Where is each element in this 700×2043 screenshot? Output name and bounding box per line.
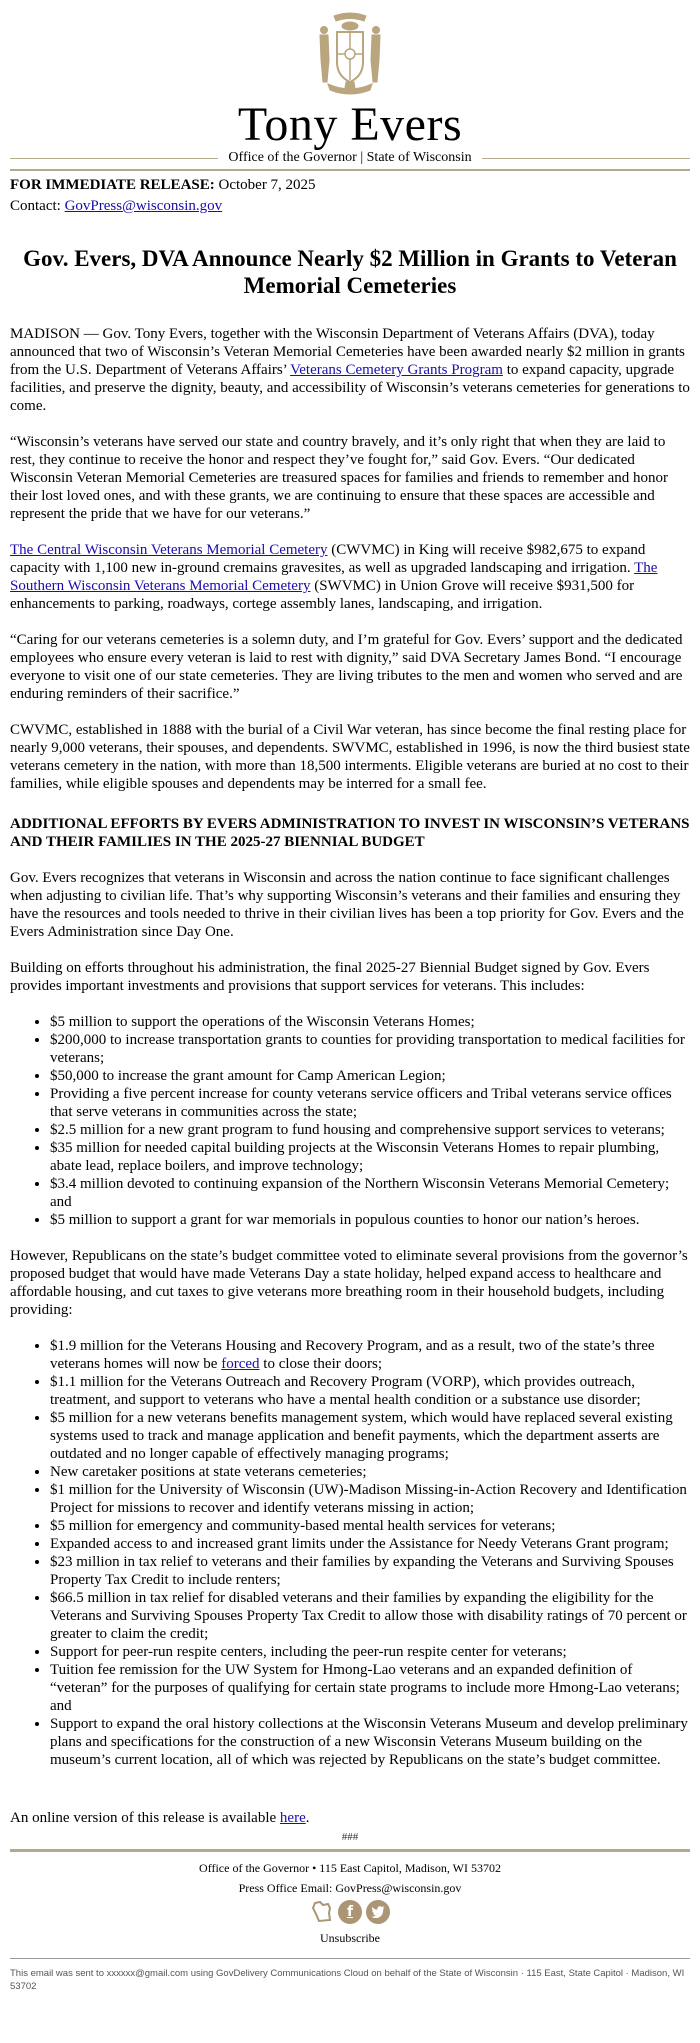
list-item: • $2.5 million for a new grant program to fund housing and comprehensive support services to veterans; — [50, 1121, 690, 1139]
list-item: • Expanded access to and increased grant limits under the Assistance for Needy Veterans Grant program; — [50, 1535, 690, 1553]
list-item: • $200,000 to increase transportation grants to counties for providing transportation to medical facilities for veterans; — [50, 1031, 690, 1067]
release-date: October 7, 2025 — [218, 177, 316, 193]
footer-divider — [10, 1849, 690, 1852]
paragraph-cemetery-history: CWVMC, established in 1888 with the burial of a Civil War veteran, has since become the final resting place for nearly 9,000 veterans, their spouses, and dependents. SWVMC, established in 1996, is now the third busiest state veterans cemetery in the nation, with more than 18,500 interments. Eligible veterans are buried at no cost to their families, while eligible spouses and dependents may be interred for a small fee. — [10, 722, 690, 792]
paragraph-intro — [10, 325, 690, 415]
subtitle-left-rule — [10, 158, 218, 159]
section-heading: ADDITIONAL EFFORTS BY EVERS ADMINISTRATION TO INVEST IN WISCONSIN’S VETERANS AND THEIR FAMILIES IN THE 2025-27 BIENNIAL BUDGET — [10, 816, 690, 850]
paragraph-priority: Gov. Evers recognizes that veterans in Wisconsin and across the nation continue to face significant challenges when adjusting to civilian life. That’s why supporting Wisconsin’s veterans and their families and ensuring they have the resources and tools needed to thrive in their civilian lives has been a top priority for Gov. Evers and the Evers Administration since Day One. — [10, 870, 684, 940]
footer-press-email: Press Office Email: GovPress@wisconsin.gov — [238, 1881, 462, 1895]
paragraph-cemetery-grants — [10, 541, 690, 613]
list-item: • $3.4 million devoted to continuing expansion of the Northern Wisconsin Veterans Memorial Cemetery; and — [50, 1175, 690, 1211]
office-subtitle: Office of the Governor | State of Wisconsin — [228, 150, 472, 165]
online-version-link[interactable]: here — [279, 1810, 306, 1826]
list-item: • $23 million in tax relief to veterans and their families by expanding the Veterans and Surviving Spouses Property Tax Credit to include renters; — [50, 1553, 690, 1589]
list-item: • $1.1 million for the Veterans Outreach and Recovery Program (VORP), which provides outreach, treatment, and support to veterans who have a mental health condition or a substance use disorder; — [50, 1373, 690, 1409]
footer-address: Office of the Governor • 115 East Capitol, Madison, WI 53702 — [199, 1861, 501, 1875]
forced-link[interactable]: forced — [221, 1356, 260, 1372]
list-item: • $1 million for the University of Wisconsin (UW)-Madison Missing-in-Action Recovery and Identification Project for missions to recover and identify veterans missing in action; — [50, 1481, 690, 1517]
grants-program-link[interactable]: Veterans Cemetery Grants Program — [290, 362, 503, 378]
online-version-line — [10, 1809, 690, 1827]
list-item: • Providing a five percent increase for county veterans service officers and Tribal veterans service offices that serve veterans in communities across the state; — [50, 1085, 690, 1121]
release-date-line — [10, 175, 690, 196]
cwvmc-link[interactable]: The Central Wisconsin Veterans Memorial Cemetery — [10, 542, 328, 558]
subtitle-row — [10, 150, 690, 166]
facebook-icon[interactable] — [338, 1900, 362, 1924]
legal-notice: This email was sent to xxxxxx@gmail.com using GovDelivery Communications Cloud on behalf of the State of Wisconsin · 115 East, State Capitol · Madison, WI 53702 — [10, 1968, 685, 1992]
list-item: • Tuition fee remission for the UW System for Hmong-Lao veterans and an expanded definition of “veteran” for the purposes of qualifying for certain state programs to include more Hmong-Lao veterans; and — [50, 1661, 690, 1715]
list-item — [50, 1337, 690, 1373]
text: . — [305, 1810, 310, 1826]
paragraph-republicans: However, Republicans on the state’s budget committee voted to eliminate several provisions from the governor’s proposed budget that would have made Veterans Day a state holiday, helped expand access to healthcare and affordable housing, and cut taxes to give veterans more breathing room in their household budgets, including providing: — [10, 1248, 688, 1318]
contact-email-link[interactable]: GovPress@wisconsin.gov — [64, 198, 223, 214]
budget-included-list — [10, 1013, 690, 1229]
list-item: • New caretaker positions at state veterans cemeteries; — [50, 1463, 690, 1481]
contact-label: Contact: — [10, 198, 61, 214]
masthead — [10, 0, 690, 166]
list-item: • Support to expand the oral history collections at the Wisconsin Veterans Museum and develop preliminary plans and specifications for the construction of a new Wisconsin Veterans Museum building on the museum’s current location, all of which was rejected by Republicans on the state’s budget committee. — [50, 1715, 690, 1769]
list-item: • $35 million for needed capital building projects at the Wisconsin Veterans Homes to repair plumbing, abate lead, replace boilers, and improve technology; — [50, 1139, 690, 1175]
header-divider — [10, 169, 690, 171]
text: $1.9 million for the Veterans Housing and Recovery Program, and as a result, two of the state’s three veterans homes will now be — [50, 1338, 655, 1372]
paragraph-secretary-quote: “Caring for our veterans cemeteries is a solemn duty, and I’m grateful for Gov. Evers’ support and the dedicated employees who ensure every veteran is laid to rest with dignity,” said DVA Secretary James Bond. “I encourage everyone to visit one of our state cemeteries. They are living tributes to the men and women who served and are enduring reminders of their sacrifice.” — [10, 632, 683, 702]
list-item: • $5 million for emergency and community-based mental health services for veterans; — [50, 1517, 690, 1535]
facebook-glyph: f — [346, 1904, 354, 1920]
paragraph-budget-intro: Building on efforts throughout his administration, the final 2025-27 Biennial Budget signed by Gov. Evers provides important investments and provisions that support services for veterans. This includes: — [10, 960, 650, 994]
twitter-icon[interactable] — [366, 1900, 390, 1924]
list-item: • $50,000 to increase the grant amount for Camp American Legion; — [50, 1067, 690, 1085]
end-mark: ### — [341, 1831, 359, 1843]
legal-divider — [10, 1958, 690, 1959]
list-item: • Support for peer-run respite centers, including the peer-run respite center for veterans; — [50, 1643, 690, 1661]
text: (CWVMC) in King will receive $982,675 to expand capacity with 1,100 new in-ground cremains gravesites, as well as upgraded landscaping and irrigation. — [10, 542, 646, 576]
text: MADISON — Gov. Tony Evers, together with the Wisconsin Department of Veterans Affairs (DVA), today announced that two of Wisconsin’s Veteran Memorial Cemeteries have been awarded nearly $2 million in grants from the U.S. Department of Veterans Affairs’ — [10, 326, 685, 378]
text: to close their doors; — [259, 1356, 383, 1372]
wisconsin-state-seal-icon — [310, 10, 390, 102]
swvmc-link[interactable]: The Southern Wisconsin Veterans Memorial Cemetery — [10, 560, 658, 594]
footer — [10, 1858, 690, 1948]
subtitle-right-rule — [482, 158, 690, 159]
list-item: • $66.5 million in tax relief for disabled veterans and their families by expanding the eligibility for the Veterans and Surviving Spouses Property Tax Credit to allow those with disability ratings of 70 percent or greater to claim the credit; — [50, 1589, 690, 1643]
paragraph-governor-quote: “Wisconsin’s veterans have served our state and country bravely, and it’s only right that when they are laid to rest, they continue to receive the honor and respect they’ve fought for,” said Gov. Evers. “Our dedicated Wisconsin Veteran Memorial Cemeteries are treasured spaces for families and friends to remember and honor their lost loved ones, and with these grants, we are continuing to ensure that these spaces are accessible and represent the pride that we have for our veterans.” — [10, 434, 669, 522]
release-label: FOR IMMEDIATE RELEASE: — [10, 177, 215, 193]
list-item: • $5 million to support a grant for war memorials in populous counties to honor our nation’s heroes. — [50, 1211, 690, 1229]
text: to expand capacity, upgrade facilities, and preserve the dignity, beauty, and accessibility of Wisconsin’s veterans cemeteries for generations to come. — [10, 362, 690, 414]
text: (SWVMC) in Union Grove will receive $931,500 for enhancements to parking, roadways, cortege assembly lanes, landscaping, and irrigation. — [10, 578, 635, 612]
social-links — [10, 1900, 690, 1924]
list-item: • $5 million to support the operations of the Wisconsin Veterans Homes; — [50, 1013, 690, 1031]
press-release-title: Gov. Evers, DVA Announce Nearly $2 Million in Grants to Veteran Memorial Cemeteries — [23, 246, 677, 298]
governor-name: Tony Evers — [237, 98, 463, 151]
contact-line — [10, 196, 690, 217]
wisconsin-map-icon[interactable] — [310, 1900, 334, 1924]
text: An online version of this release is available — [10, 1810, 280, 1826]
unsubscribe-link[interactable]: Unsubscribe — [320, 1931, 380, 1945]
budget-eliminated-list — [10, 1337, 690, 1769]
release-meta — [10, 175, 690, 217]
list-item: • $5 million for a new veterans benefits management system, which would have replaced several existing systems used to track and manage application and benefit payments, which the department asserts are outdated and no longer capable of effectively managing programs; — [50, 1409, 690, 1463]
